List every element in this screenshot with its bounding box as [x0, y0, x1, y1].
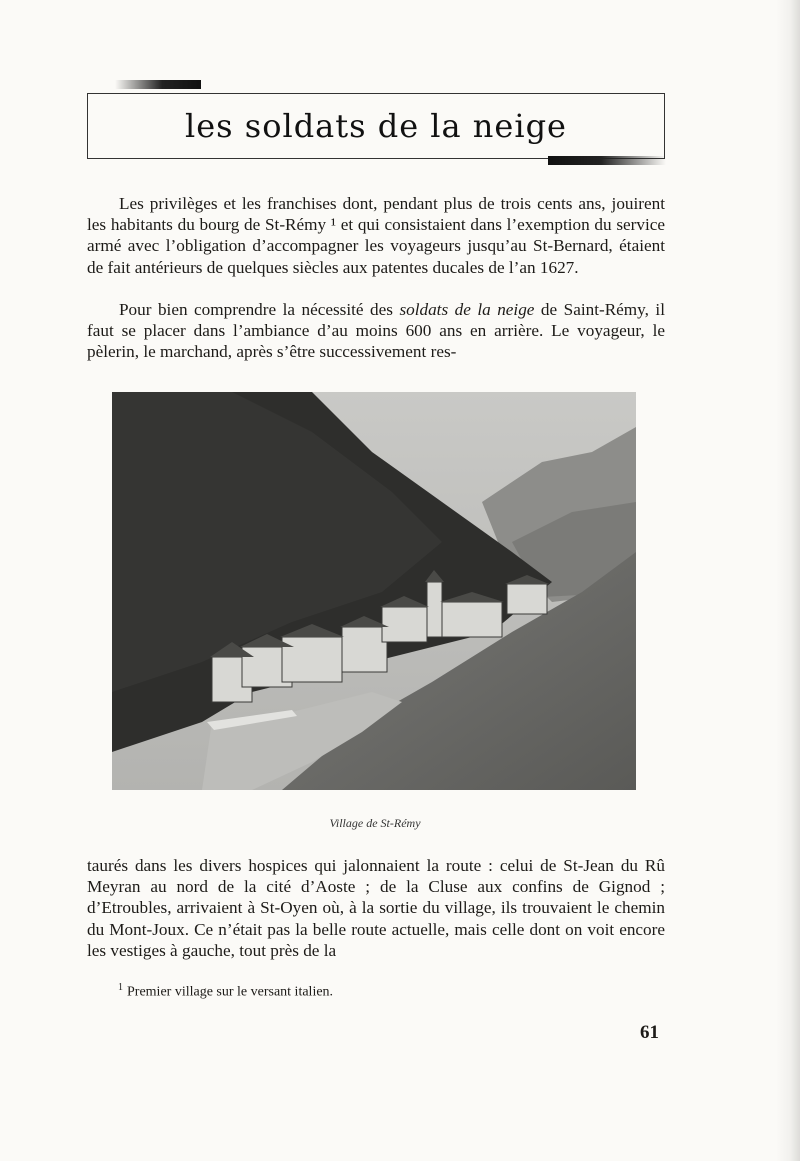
- paragraph-2-emphasis: soldats de la neige: [399, 300, 535, 319]
- footnote: [118, 982, 333, 1001]
- paragraph-2: [87, 299, 665, 363]
- photo-caption: Village de St-Rémy: [329, 816, 421, 830]
- title-frame: [87, 93, 665, 159]
- page-edge-shadow: [776, 0, 800, 1161]
- paragraph-2-start: Pour bien comprendre la nécessité des: [119, 300, 400, 319]
- page-title: les soldats de la neige: [185, 107, 567, 145]
- footnote-marker: 1: [118, 982, 123, 993]
- village-photo: [112, 392, 636, 790]
- footnote-text: Premier village sur le versant italien.: [127, 984, 334, 1000]
- paragraph-1: Les privilèges et les franchises dont, pendant plus de trois cents ans, jouirent les habitants du bourg de St-Rémy ¹ et qui consistaient dans l’exemption du service armé avec l’obligation d’accompagner les voyageurs jusqu’au St-Bernard, étaient de fait antérieurs de quelques siècles aux patentes ducales de l’an 1627.: [87, 194, 665, 277]
- paragraph-2-end: de Saint-Rémy, il faut se placer dans l’ambiance d’au moins 600 ans en arrière. Le voyageur, le pèlerin, le marchand, après s’être successivement res-: [87, 300, 665, 362]
- title-rule-bottom: [548, 156, 666, 165]
- paragraph-3: taurés dans les divers hospices qui jalonnaient la route : celui de St-Jean du Rû Meyran au nord de la cité d’Aoste ; de la Cluse aux confins de Gignod ; d’Etroubles, arrivaient à St-Oyen où, à la sortie du village, ils trouvaient le chemin du Mont-Joux. Ce n’était pas la belle route actuelle, mais celle dont on voit encore les vestiges à gauche, tout près de la: [87, 856, 665, 960]
- title-rule-top: [115, 80, 201, 89]
- page-number: 61: [640, 1022, 659, 1043]
